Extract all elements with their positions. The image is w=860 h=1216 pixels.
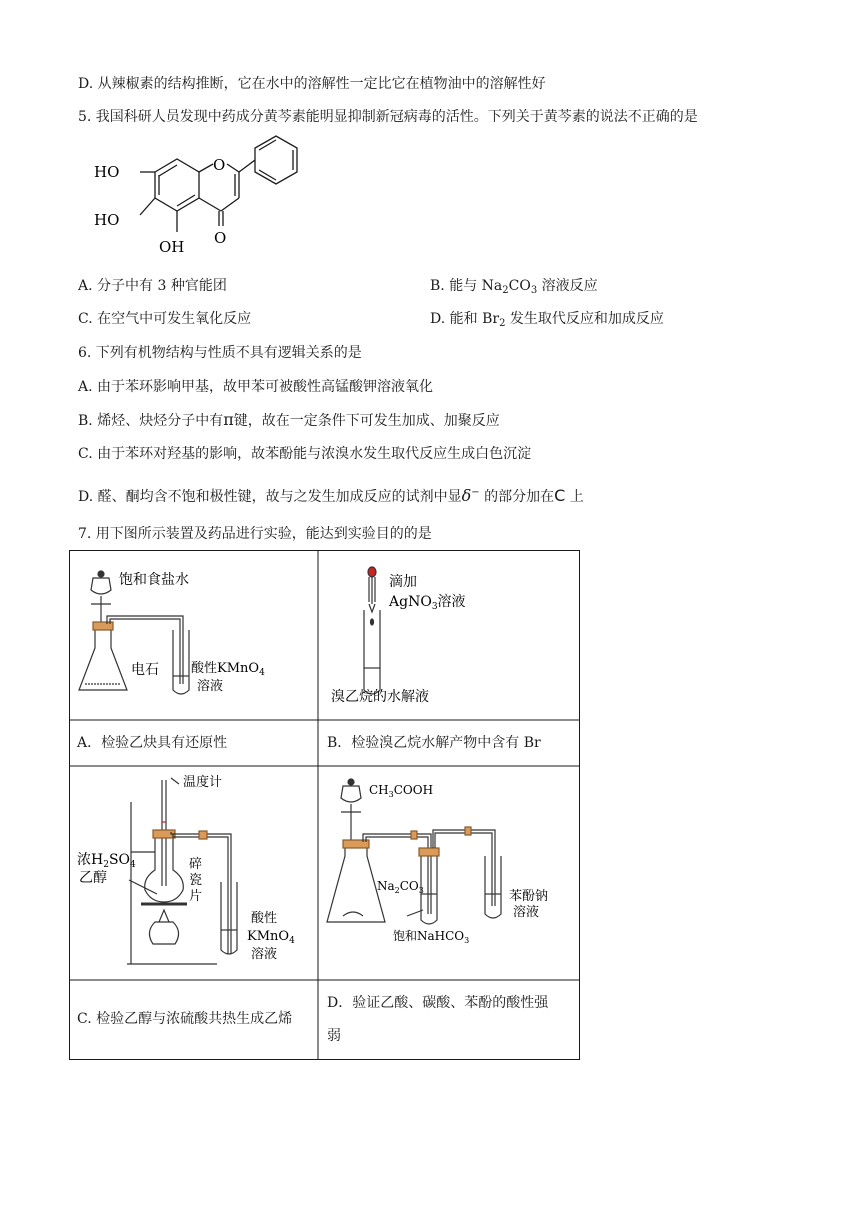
label-drip: 滴加 xyxy=(389,574,417,590)
oh-label-middle: HO xyxy=(94,211,120,229)
label-chips-3: 片 xyxy=(189,889,203,904)
label-chips-1: 碎 xyxy=(189,857,203,872)
q6-stem: 6. 下列有机物结构与性质不具有逻辑关系的是 xyxy=(78,345,362,361)
label-phenolate-solution: 溶液 xyxy=(513,905,540,920)
q6-option-a: A. 由于苯环影响甲基，故甲苯可被酸性高锰酸钾溶液氧化 xyxy=(78,379,434,395)
label-c-solution: 溶液 xyxy=(251,947,278,962)
caption-d-line2: 弱 xyxy=(327,1028,341,1044)
q6-option-c: C. 由于苯环对羟基的影响，故苯酚能与浓溴水发生取代反应生成白色沉淀 xyxy=(78,446,532,462)
label-hydrolysis-solution: 溴乙烷的水解液 xyxy=(331,689,429,705)
apparatus-b-diagram xyxy=(325,564,575,714)
q7-apparatus-table xyxy=(69,550,580,1060)
apparatus-d-diagram xyxy=(323,776,577,974)
q6-option-d: D. 醛、酮均含不饱和极性键，故与之发生加成反应的试剂中显δ− 的部分加在C 上 xyxy=(78,486,584,505)
label-thermometer: 温度计 xyxy=(183,775,223,790)
label-kmno4-solution: 溶液 xyxy=(197,679,224,694)
baicalein-structure-diagram xyxy=(90,130,320,265)
label-h2so4: 浓$H_2SO_4$ xyxy=(77,852,136,870)
label-ethanol: 乙醇 xyxy=(79,870,107,886)
apparatus-a-diagram xyxy=(75,564,315,714)
keto-oxygen-label: O xyxy=(214,229,227,247)
q5-option-b: B. 能与 $Na_2CO_3$ 溶液反应 xyxy=(430,278,598,296)
q6-option-b: B. 烯烃、炔烃分子中有π键，故在一定条件下可发生加成、加聚反应 xyxy=(78,410,500,429)
q7-stem: 7. 用下图所示装置及药品进行实验，能达到实验目的的是 xyxy=(78,526,432,542)
caption-a: A．检验乙炔具有还原性 xyxy=(77,735,228,751)
label-phenolate: 苯酚钠 xyxy=(509,889,549,904)
ring-oxygen-label: O xyxy=(213,156,226,174)
q5-option-a: A. 分子中有 3 种官能团 xyxy=(78,278,227,294)
label-kmno4: 酸性KMnO$_4$ xyxy=(191,661,265,678)
label-agno3: AgNO$_3$溶液 xyxy=(389,594,466,612)
caption-d-line1: D．验证乙酸、碳酸、苯酚的酸性强 xyxy=(327,995,549,1011)
label-carbide: 电石 xyxy=(131,662,159,678)
q5-option-d: D. 能和 $Br_2$ 发生取代反应和加成反应 xyxy=(430,311,664,329)
label-c-kmno4: KMnO$_4$ xyxy=(247,929,295,946)
q5-option-c: C. 在空气中可发生氧化反应 xyxy=(78,311,252,327)
q5-stem: 5. 我国科研人员发现中药成分黄芩素能明显抑制新冠病毒的活性。下列关于黄芩素的说法不正确的是 xyxy=(78,109,698,125)
q4-option-d: D. 从辣椒素的结构推断，它在水中的溶解性一定比它在植物油中的溶解性好 xyxy=(78,76,546,92)
label-nahco3: 饱和NaHCO$_3$ xyxy=(393,929,470,945)
caption-c: C. 检验乙醇与浓硫酸共热生成乙烯 xyxy=(77,1011,293,1027)
label-chips-2: 瓷 xyxy=(189,873,203,888)
apparatus-c-diagram xyxy=(75,772,315,974)
oh-label-top: HO xyxy=(94,163,120,181)
label-na2co3: $Na_2CO_3$ xyxy=(377,879,424,895)
label-brine: 饱和食盐水 xyxy=(119,572,189,588)
caption-b: B．检验溴乙烷水解产物中含有 Br xyxy=(327,735,541,751)
label-c-acidic: 酸性 xyxy=(251,911,278,926)
oh-label-bottom: OH xyxy=(159,238,185,256)
label-acetic-acid: $CH_3COOH$ xyxy=(369,783,434,799)
